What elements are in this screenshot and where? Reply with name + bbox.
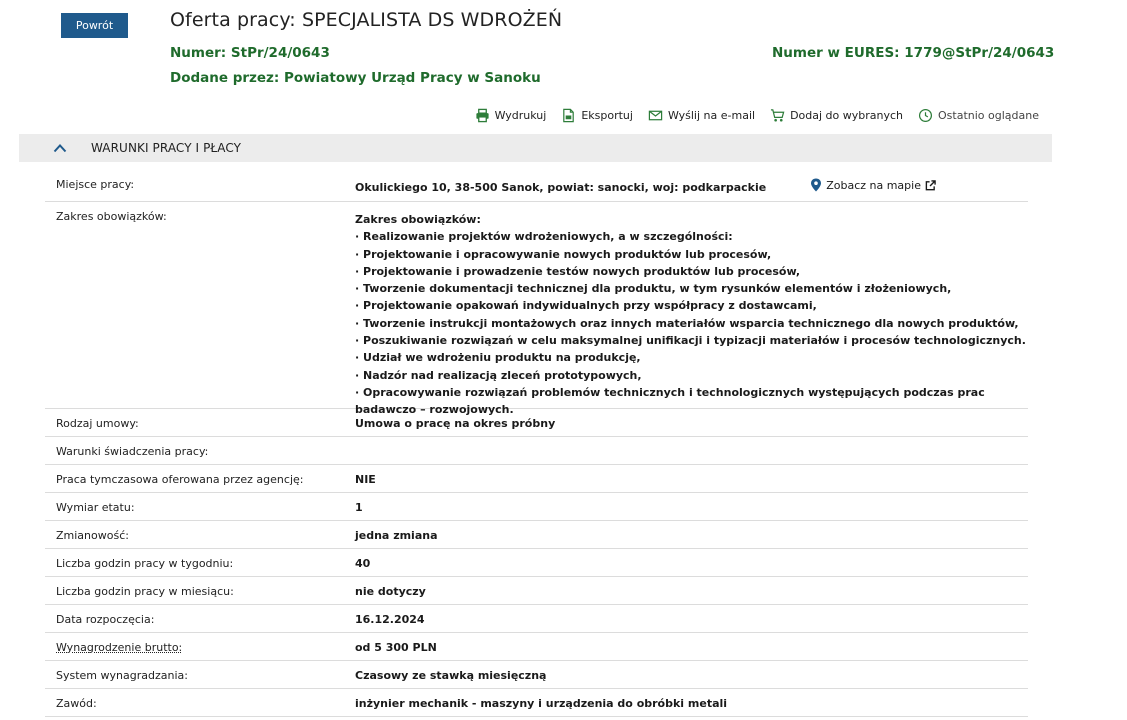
eures-number: Numer w EURES: 1779@StPr/24/0643 <box>772 45 1055 61</box>
table-row <box>45 465 1028 493</box>
duty-line: · Udział we wdrożeniu produktu na produkcję, <box>355 351 641 365</box>
added-by-prefix: Dodane przez: <box>170 70 285 86</box>
clock-icon <box>918 108 933 123</box>
added-by <box>170 70 541 86</box>
print-label: Wydrukuj <box>494 108 547 122</box>
duty-line: · Poszukiwanie rozwiązań w celu maksymalnej unifikacji i typizacji materiałów i procesów technologicznych. <box>355 334 1026 348</box>
duty-line: · Projektowanie i opracowywanie nowych produktów lub procesów, <box>355 247 772 261</box>
section-toggle-warunki[interactable] <box>19 134 1052 162</box>
export-pdf-icon <box>561 108 576 123</box>
email-button[interactable] <box>648 108 755 123</box>
row-value <box>355 170 1028 194</box>
row-label: Liczba godzin pracy w miesiącu: <box>56 585 234 598</box>
location-value: Okulickiego 10, 38-500 Sanok, powiat: sanocki, woj: podkarpackie <box>355 181 767 194</box>
envelope-icon <box>648 108 663 123</box>
row-value: jedna zmiana <box>355 529 438 542</box>
table-row <box>45 409 1028 437</box>
duty-line: Zakres obowiązków: <box>355 213 481 226</box>
table-row <box>45 633 1028 661</box>
table-row <box>45 689 1028 717</box>
table-row <box>45 577 1028 605</box>
duties-list <box>355 202 1028 419</box>
toolbar <box>475 106 1039 124</box>
section-title: WARUNKI PRACY I PŁACY <box>91 141 242 155</box>
back-button[interactable]: Powrót <box>61 13 128 38</box>
row-label: Zmianowość: <box>56 529 129 542</box>
favorites-label: Dodaj do wybranych <box>790 108 904 122</box>
chevron-up-icon <box>53 142 67 154</box>
row-value: 40 <box>355 557 371 570</box>
duty-line: · Realizowanie projektów wdrożeniowych, a w szczególności: <box>355 230 733 244</box>
duty-line: · Nadzór nad realizacją zleceń prototypowych, <box>355 368 642 382</box>
duty-line: · Tworzenie instrukcji montażowych oraz innych materiałów wsparcia technicznego dla nowych produktów, <box>355 316 1019 330</box>
external-link-icon <box>925 180 936 191</box>
row-label: System wynagradzania: <box>56 669 188 682</box>
print-button[interactable] <box>475 108 547 123</box>
export-button[interactable] <box>561 108 633 123</box>
row-label: Wymiar etatu: <box>56 501 135 514</box>
row-value: 16.12.2024 <box>355 613 425 626</box>
salary-label-tooltip[interactable]: Wynagrodzenie brutto: <box>56 641 183 654</box>
page-title: Oferta pracy: SPECJALISTA DS WDROŻEŃ <box>170 9 563 31</box>
row-label: Liczba godzin pracy w tygodniu: <box>56 557 234 570</box>
row-label: Rodzaj umowy: <box>56 417 139 430</box>
row-label: Warunki świadczenia pracy: <box>56 445 209 458</box>
row-value: inżynier mechanik - maszyny i urządzenia do obróbki metali <box>355 697 728 710</box>
row-label: Zawód: <box>56 697 97 710</box>
table-row <box>45 437 1028 465</box>
printer-icon <box>475 108 490 123</box>
offer-number: Numer: StPr/24/0643 <box>170 45 330 61</box>
row-value: NIE <box>355 473 376 486</box>
details-table <box>45 170 1028 717</box>
email-label: Wyślij na e-mail <box>667 108 756 122</box>
row-value: od 5 300 PLN <box>355 641 437 654</box>
duty-line: · Tworzenie dokumentacji technicznej dla produktu, w tym rysunków elementów i złożeniowych, <box>355 282 952 296</box>
row-label: Miejsce pracy: <box>56 178 135 191</box>
row-value: nie dotyczy <box>355 585 426 598</box>
recent-label: Ostatnio oglądane <box>938 108 1039 122</box>
row-value: 1 <box>355 501 363 514</box>
map-link[interactable] <box>810 178 936 192</box>
table-row <box>45 605 1028 633</box>
duty-line: · Projektowanie opakowań indywidualnych przy współpracy z dostawcami, <box>355 299 817 313</box>
row-label: Zakres obowiązków: <box>56 210 167 223</box>
export-label: Eksportuj <box>581 108 633 122</box>
table-row <box>45 202 1028 417</box>
map-pin-icon <box>810 178 822 192</box>
map-link-label: Zobacz na mapie <box>826 178 921 192</box>
row-value: Czasowy ze stawką miesięczną <box>355 669 547 682</box>
duty-line: · Projektowanie i prowadzenie testów nowych produktów lub procesów, <box>355 264 801 278</box>
row-value <box>355 437 1028 445</box>
add-favorites-button[interactable] <box>770 108 903 123</box>
cart-icon <box>770 108 785 123</box>
added-by-office: Powiatowy Urząd Pracy w Sanoku <box>284 70 541 86</box>
recently-viewed-button[interactable] <box>918 108 1039 123</box>
row-label: Praca tymczasowa oferowana przez agencję: <box>56 473 304 486</box>
table-row <box>45 549 1028 577</box>
duty-line: · Opracowywanie rozwiązań problemów technicznych i technologicznych występujących podczas prac badawczo – rozwojowych. <box>355 385 985 417</box>
table-row <box>45 661 1028 689</box>
table-row <box>45 521 1028 549</box>
row-value: Umowa o pracę na okres próbny <box>355 417 556 430</box>
table-row <box>45 493 1028 521</box>
row-label: Data rozpoczęcia: <box>56 613 155 626</box>
table-row <box>45 170 1028 202</box>
